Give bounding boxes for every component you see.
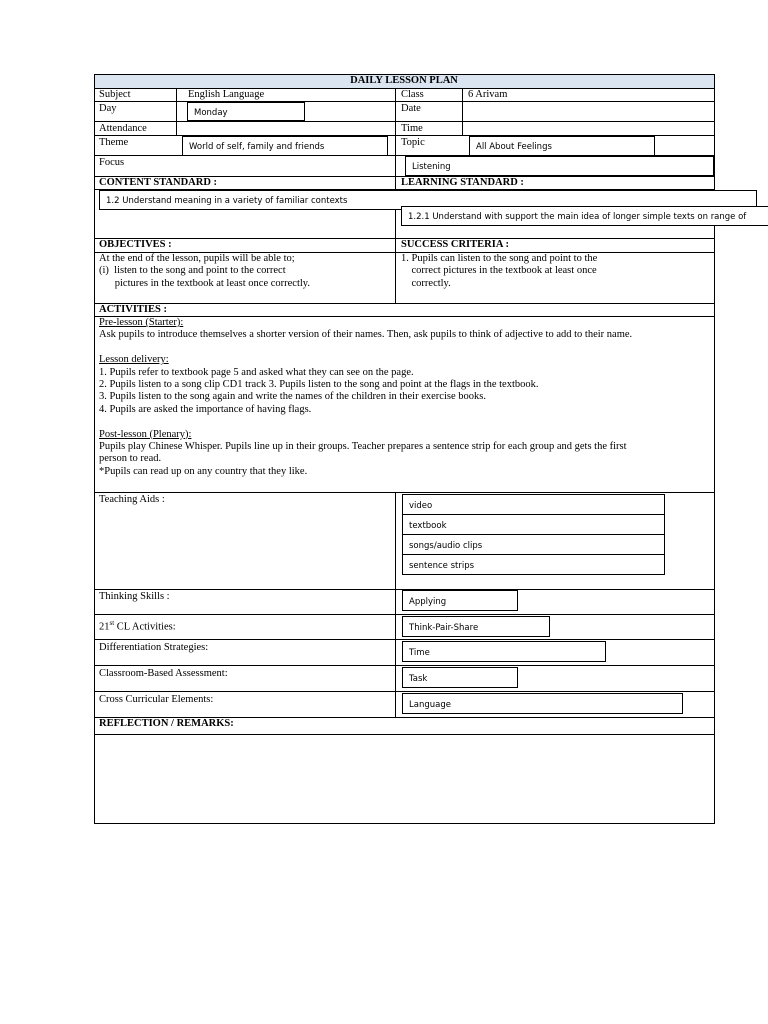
- cl-activities-value: Think-Pair-Share: [409, 623, 479, 633]
- focus-field[interactable]: [405, 156, 714, 176]
- cl-activities-label-prefix: 21: [99, 621, 110, 633]
- differentiation-label: Differentiation Strategies:: [99, 642, 209, 653]
- lesson-delivery-line: 1. Pupils refer to textbook page 5 and asked what they can see on the page.: [99, 366, 414, 378]
- cross-curricular-label: Cross Curricular Elements:: [99, 694, 214, 705]
- rule: [94, 665, 715, 666]
- theme-value: World of self, family and friends: [189, 142, 325, 152]
- table-border-left: [94, 74, 95, 824]
- rule: [94, 614, 715, 615]
- column-divider: [176, 88, 177, 135]
- objectives-line: pictures in the textbook at least once correctly.: [99, 277, 310, 289]
- learning-standard-field[interactable]: [401, 206, 768, 226]
- lesson-delivery-heading: Lesson delivery:: [99, 354, 169, 366]
- topic-field[interactable]: [469, 136, 655, 156]
- table-border-bottom: [94, 823, 715, 824]
- pre-lesson-heading: Pre-lesson (Starter):: [99, 317, 184, 328]
- objectives-line: At the end of the lesson, pupils will be able to;: [99, 253, 295, 264]
- rule: [94, 691, 715, 692]
- post-lesson-line: person to read.: [99, 453, 162, 465]
- column-divider: [395, 492, 396, 717]
- cl-activities-label-suffix: CL Activities:: [114, 621, 176, 633]
- teaching-aid-text: video: [409, 501, 433, 511]
- learning-standard-heading: LEARNING STANDARD :: [401, 177, 524, 188]
- topic-value: All About Feelings: [476, 142, 552, 152]
- post-lesson-line: Pupils play Chinese Whisper. Pupils line up in their groups. Teacher prepares a sentence strip for each group and gets the first: [99, 441, 627, 453]
- reflection-area[interactable]: [95, 735, 714, 823]
- subject-label: Subject: [99, 89, 131, 100]
- subject-value: English Language: [188, 89, 265, 100]
- assessment-label: Classroom-Based Assessment:: [99, 668, 228, 679]
- day-value: Monday: [194, 108, 228, 118]
- teaching-aid-textbook[interactable]: [402, 514, 665, 535]
- theme-label: Theme: [99, 137, 129, 148]
- success-criteria-line: 1. Pupils can listen to the song and point to the: [401, 253, 598, 264]
- cross-curricular-field[interactable]: [402, 693, 683, 714]
- column-divider: [462, 88, 463, 135]
- content-standard-heading: CONTENT STANDARD :: [99, 177, 218, 188]
- teaching-aid-video[interactable]: [402, 494, 665, 515]
- differentiation-value: Time: [409, 648, 430, 658]
- objectives-line: (i) listen to the song and point to the correct: [99, 265, 286, 277]
- day-field[interactable]: [187, 102, 305, 121]
- date-label: Date: [401, 103, 421, 114]
- post-lesson-heading: Post-lesson (Plenary):: [99, 428, 192, 440]
- reflection-heading: REFLECTION / REMARKS:: [99, 718, 234, 729]
- theme-field[interactable]: [182, 136, 388, 156]
- focus-label: Focus: [99, 157, 125, 168]
- lesson-delivery-line: 2. Pupils listen to a song clip CD1 track 3. Pupils listen to the song and point at the flags in the textbook.: [99, 379, 539, 391]
- rule: [94, 492, 715, 493]
- success-criteria-line: correct pictures in the textbook at least once: [401, 265, 597, 277]
- focus-value: Listening: [412, 162, 451, 172]
- assessment-field[interactable]: [402, 667, 518, 688]
- assessment-value: Task: [409, 674, 428, 684]
- pre-lesson-text: Ask pupils to introduce themselves a shorter version of their names. Then, ask pupils to think of adjective to add to their name.: [99, 329, 633, 341]
- cl-activities-label: [99, 617, 176, 634]
- thinking-skills-field[interactable]: [402, 590, 518, 611]
- topic-label: Topic: [401, 137, 425, 148]
- teaching-aids-label: Teaching Aids :: [99, 494, 165, 505]
- objectives-heading: OBJECTIVES :: [99, 239, 172, 250]
- success-criteria-text: [401, 253, 597, 290]
- page-title: DAILY LESSON PLAN: [350, 75, 458, 86]
- class-value: 6 Arivam: [468, 89, 508, 100]
- column-divider: [395, 88, 396, 176]
- lesson-delivery-line: 3. Pupils listen to the song again and write the names of the children in their exercise books.: [99, 391, 486, 403]
- activities-heading: ACTIVITIES :: [99, 304, 167, 315]
- class-label: Class: [401, 89, 424, 100]
- teaching-aid-strips[interactable]: [402, 554, 665, 575]
- teaching-aid-text: textbook: [409, 521, 447, 531]
- cl-activities-field[interactable]: [402, 616, 550, 637]
- time-label: Time: [401, 123, 423, 134]
- attendance-label: Attendance: [99, 123, 147, 134]
- success-criteria-line: correctly.: [401, 277, 451, 289]
- cl-activities-label-sup: st: [109, 619, 115, 627]
- objectives-text: [99, 253, 310, 290]
- thinking-skills-value: Applying: [409, 597, 447, 607]
- rule: [94, 639, 715, 640]
- content-standard-value: 1.2 Understand meaning in a variety of familiar contexts: [106, 196, 348, 206]
- teaching-aid-text: sentence strips: [409, 561, 475, 571]
- activities-text: [99, 317, 632, 478]
- thinking-skills-label: Thinking Skills :: [99, 591, 170, 602]
- teaching-aid-text: songs/audio clips: [409, 541, 483, 551]
- post-lesson-line: *Pupils can read up on any country that they like.: [99, 465, 308, 477]
- learning-standard-value: 1.2.1 Understand with support the main idea of longer simple texts on range of: [408, 212, 747, 222]
- differentiation-field[interactable]: [402, 641, 606, 662]
- cross-curricular-value: Language: [409, 700, 451, 710]
- rule: [94, 303, 715, 304]
- success-criteria-heading: SUCCESS CRITERIA :: [401, 239, 509, 250]
- lesson-delivery-line: 4. Pupils are asked the importance of having flags.: [99, 403, 312, 415]
- teaching-aid-audio[interactable]: [402, 534, 665, 555]
- table-border-right: [714, 74, 715, 824]
- rule: [94, 121, 715, 122]
- day-label: Day: [99, 103, 117, 114]
